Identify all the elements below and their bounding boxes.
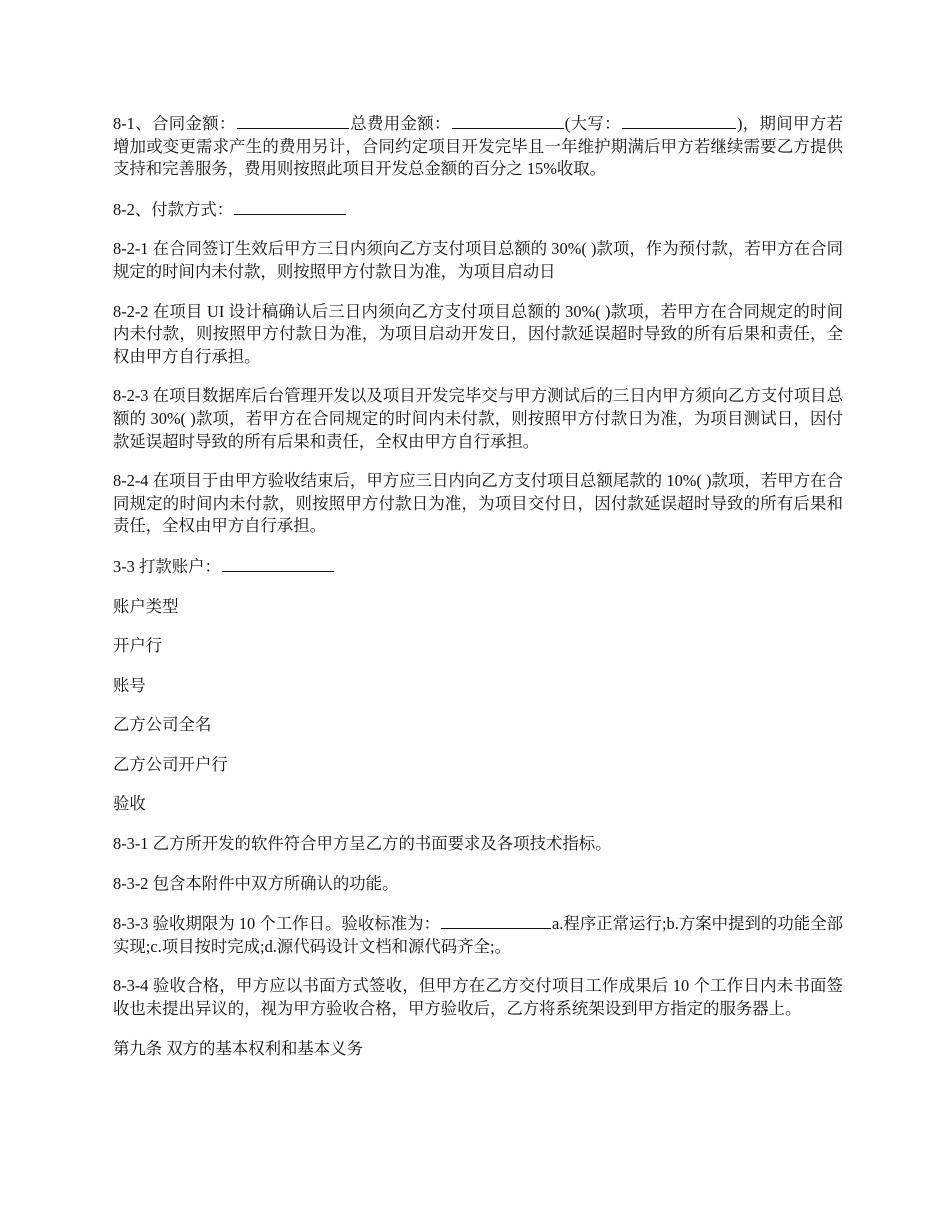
acceptance-standard-blank: [441, 912, 551, 929]
payment-account-label: 3-3 打款账户：: [113, 556, 221, 576]
total-fee-label: 总费用金额：: [349, 114, 451, 133]
payment-account-blank: [222, 555, 334, 572]
clause-8-2-3: 8-2-3 在项目数据库后台管理开发以及项目开发完毕交与甲方测试后的三日内甲方须向乙方支付项目总额的 30%( )款项，若甲方在合同规定的时间内未付款，则按照甲方付款日为准，为项目测试日，因付款延误超时导致的所有后果和责任，全权由甲方自行承担。: [113, 386, 843, 451]
acceptance-standard-text: a.程序正常运行;b.方案中提到的功能全部实现;c.项目按时完成;d.源代码设计文档和源代码齐全;。: [113, 914, 844, 956]
clause-8-2-2: 8-2-2 在项目 UI 设计稿确认后三日内须向乙方支付项目总额的 30%( )款项，若甲方在合同规定的时间内未付款，则按照甲方付款日为准，为项目启动开发日，因付款延误超时导致的所有后果和责任，全权由甲方自行承担。: [113, 301, 843, 366]
uppercase-amount-label: (大写：: [564, 114, 621, 133]
acceptance-heading: 验收: [113, 794, 146, 814]
clause-8-2-1: 8-2-1 在合同签订生效后甲方三日内须向乙方支付项目总额的 30%( )款项，作为预付款，若甲方在合同规定的时间内未付款，则按照甲方付款日为准，为项目启动日: [113, 239, 843, 281]
company-bank-line: 乙方公司开户行: [113, 754, 228, 774]
clause-8-1-label: 8-1、合同金额：: [113, 114, 236, 133]
acceptance-standard-label: 8-3-3 验收期限为 10 个工作日。验收标准为：: [113, 914, 441, 934]
clause-8-2-payment-method: [113, 198, 843, 222]
article-9-heading: 第九条 双方的基本权利和基本义务: [113, 1038, 363, 1058]
contract-amount-blank: [237, 112, 349, 129]
payment-method-label: 8-2、付款方式：: [113, 199, 234, 219]
clause-8-3-1: 8-3-1 乙方所开发的软件符合甲方呈乙方的书面要求及各项技术指标。: [113, 834, 612, 854]
total-fee-blank: [452, 112, 564, 129]
payment-method-blank: [234, 198, 346, 215]
clause-8-3-4: 8-3-4 验收合格，甲方应以书面方式签收，但甲方在乙方交付项目工作成果后 10 个工作日内未书面签收也未提出异议的，视为甲方验收合格，甲方验收后，乙方将系统架设到甲方指定的服务器上。: [113, 976, 843, 1019]
company-full-name-line: 乙方公司全名: [113, 715, 212, 735]
clause-8-3-3: [113, 912, 843, 958]
clause-8-1-text: )，期间甲方若增加或变更需求产生的费用另计，合同约定项目开发完毕且一年维护期满后甲方若继续需要乙方提供支持和完善服务，费用则按照此项目开发总金额的百分之 15%收取。: [113, 114, 843, 179]
uppercase-amount-blank: [622, 112, 736, 129]
clause-8-1-contract-amount: [113, 112, 843, 181]
bank-line: 开户行: [113, 636, 163, 656]
account-type-line: 账户类型: [113, 596, 179, 616]
clause-8-2-4: 8-2-4 在项目于由甲方验收结束后，甲方应三日内向乙方支付项目总额尾款的 10%( )款项，若甲方在合同规定的时间内未付款，则按照甲方付款日为准，为项目交付日，因付款延误超时导致的所有后果和责任，全权由甲方自行承担。: [113, 471, 843, 536]
clause-3-3-payment-account: [113, 555, 843, 579]
account-number-line: 账号: [113, 675, 146, 695]
document-page: [113, 112, 843, 1077]
clause-8-3-2: 8-3-2 包含本附件中双方所确认的功能。: [113, 873, 399, 893]
